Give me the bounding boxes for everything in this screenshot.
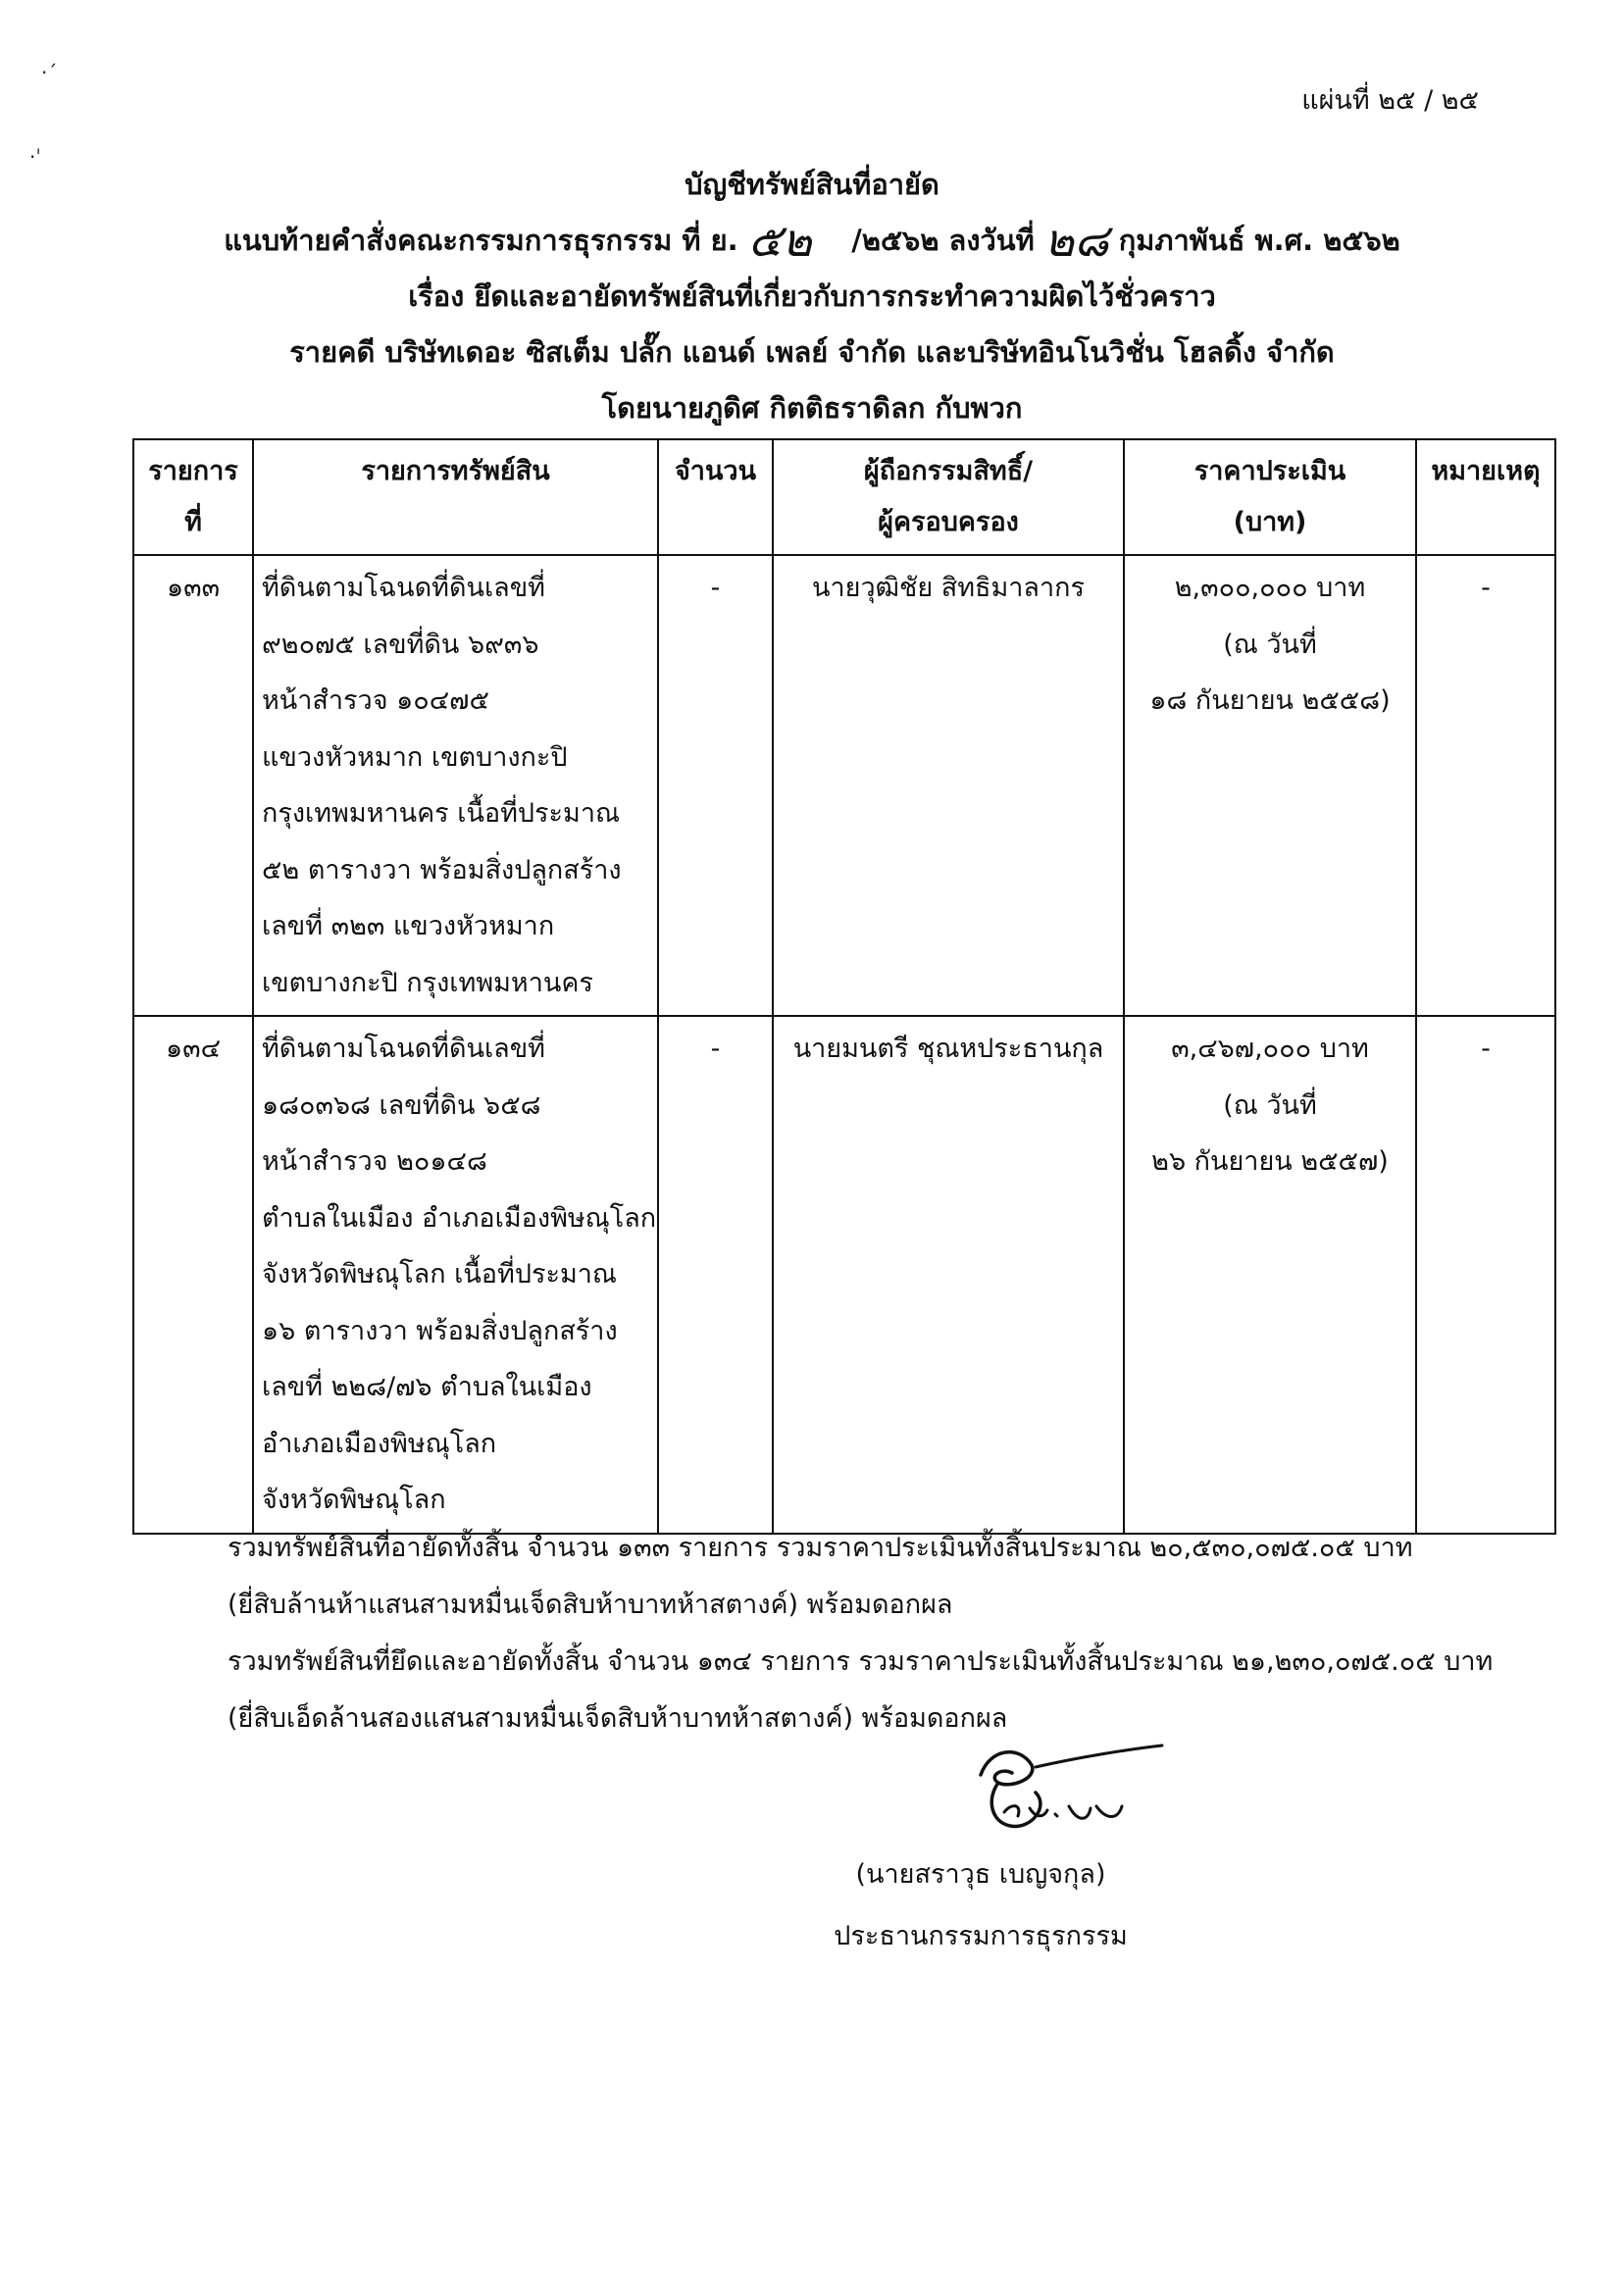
col-header-note: หมายเหตุ bbox=[1416, 439, 1555, 555]
signatory-block bbox=[785, 1844, 1177, 1967]
order-day-handwritten: ๒๘ bbox=[1043, 214, 1109, 267]
stray-mark: ·ˊ bbox=[41, 61, 58, 84]
table-row bbox=[133, 555, 1555, 1016]
order-mid: /๒๕๖๒ ลงวันที่ bbox=[851, 224, 1035, 257]
signatory-name: (นายสราวุธ เบญจกุล) bbox=[855, 1859, 1106, 1890]
asset-quantity: - bbox=[658, 1016, 773, 1534]
asset-description: ที่ดินตามโฉนดที่ดินเลขที่ ๙๒๐๗๕ เลขที่ดิน ๖๙๓๖ หน้าสำรวจ ๑๐๔๗๕ แขวงหัวหมาก เขตบางกะปิ กรุงเทพมหานคร เนื้อที่ประมาณ ๕๒ ตารางวา พร้อมสิ่งปลูกสร้าง เลขที่ ๓๒๓ แขวงหัวหมาก เขตบางกะปิ กรุงเทพมหานคร bbox=[253, 555, 658, 1016]
document-title: บัญชีทรัพย์สินที่อายัด bbox=[685, 168, 939, 201]
order-number-handwritten: ๕๒ bbox=[747, 214, 812, 267]
order-reference bbox=[0, 213, 1624, 269]
stray-mark: ·ˈ bbox=[29, 145, 41, 169]
summary-seized-total: รวมทรัพย์สินที่อายัดทั้งสิ้น จำนวน ๑๓๓ รายการ รวมราคาประเมินทั้งสิ้นประมาณ ๒๐,๕๓๐,๐๗๕.๐๕ บาท bbox=[228, 1533, 1413, 1563]
handwritten-signature bbox=[941, 1738, 1177, 1845]
asset-note: - bbox=[1416, 555, 1555, 1016]
col-header-item: รายการทรัพย์สิน bbox=[253, 439, 658, 555]
col-header-qty: จำนวน bbox=[658, 439, 773, 555]
signatory-position: ประธานกรรมการธุรกรรม bbox=[834, 1921, 1128, 1951]
document-header bbox=[0, 157, 1624, 436]
asset-price: ๓,๔๖๗,๐๐๐ บาท (ณ วันที่ ๒๖ กันยายน ๒๕๕๗) bbox=[1124, 1016, 1416, 1534]
asset-owner: นายมนตรี ชุณหประธานกุล bbox=[773, 1016, 1124, 1534]
asset-description: ที่ดินตามโฉนดที่ดินเลขที่ ๑๘๐๓๖๘ เลขที่ดิน ๖๕๘ หน้าสำรวจ ๒๐๑๔๘ ตำบลในเมือง อำเภอเมืองพิษณุโลก จังหวัดพิษณุโลก เนื้อที่ประมาณ ๑๖ ตารางวา พร้อมสิ่งปลูกสร้าง เลขที่ ๒๒๘/๗๖ ตำบลในเมือง อำเภอเมืองพิษณุโลก จังหวัดพิษณุโลก bbox=[253, 1016, 658, 1534]
table-header-row bbox=[133, 439, 1555, 555]
asset-quantity: - bbox=[658, 555, 773, 1016]
case-by: โดยนายภูดิศ กิตติธราดิลก กับพวก bbox=[601, 391, 1023, 425]
asset-price: ๒,๓๐๐,๐๐๐ บาท (ณ วันที่ ๑๘ กันยายน ๒๕๕๘) bbox=[1124, 555, 1416, 1016]
col-header-owner: ผู้ถือกรรมสิทธิ์/ ผู้ครอบครอง bbox=[773, 439, 1124, 555]
asset-note: - bbox=[1416, 1016, 1555, 1534]
order-prefix: แนบท้ายคำสั่งคณะกรรมการธุรกรรม ที่ ย. bbox=[224, 224, 738, 257]
summary-all-words: (ยี่สิบเอ็ดล้านสองแสนสามหมื่นเจ็ดสิบห้าบาทห้าสตางค์) พร้อมดอกผล bbox=[228, 1703, 1008, 1734]
row-number: ๑๓๓ bbox=[133, 555, 253, 1016]
page-number: แผ่นที่ ๒๕ / ๒๕ bbox=[1301, 85, 1479, 116]
case-title: รายคดี บริษัทเดอะ ซิสเต็ม ปลั๊ก แอนด์ เพลย์ จำกัด และบริษัทอินโนวิชั่น โฮลดิ้ง จำกัด bbox=[289, 335, 1335, 369]
table-row bbox=[133, 1016, 1555, 1534]
assets-table bbox=[132, 438, 1556, 1535]
summary-block bbox=[228, 1520, 1542, 1747]
asset-owner: นายวุฒิชัย สิทธิมาลากร bbox=[773, 555, 1124, 1016]
document-subject: เรื่อง ยึดและอายัดทรัพย์สินที่เกี่ยวกับการกระทำความผิดไว้ชั่วคราว bbox=[408, 279, 1216, 313]
col-header-no: รายการ ที่ bbox=[133, 439, 253, 555]
col-header-price: ราคาประเมิน (บาท) bbox=[1124, 439, 1416, 555]
summary-all-total: รวมทรัพย์สินที่ยึดและอายัดทั้งสิ้น จำนวน ๑๓๔ รายการ รวมราคาประเมินทั้งสิ้นประมาณ ๒๑,๒๓๐,๐๗๕.๐๕ บาท bbox=[228, 1646, 1494, 1677]
summary-seized-words: (ยี่สิบล้านห้าแสนสามหมื่นเจ็ดสิบห้าบาทห้าสตางค์) พร้อมดอกผล bbox=[228, 1590, 953, 1620]
order-suffix: กุมภาพันธ์ พ.ศ. ๒๕๖๒ bbox=[1118, 224, 1400, 257]
row-number: ๑๓๔ bbox=[133, 1016, 253, 1534]
